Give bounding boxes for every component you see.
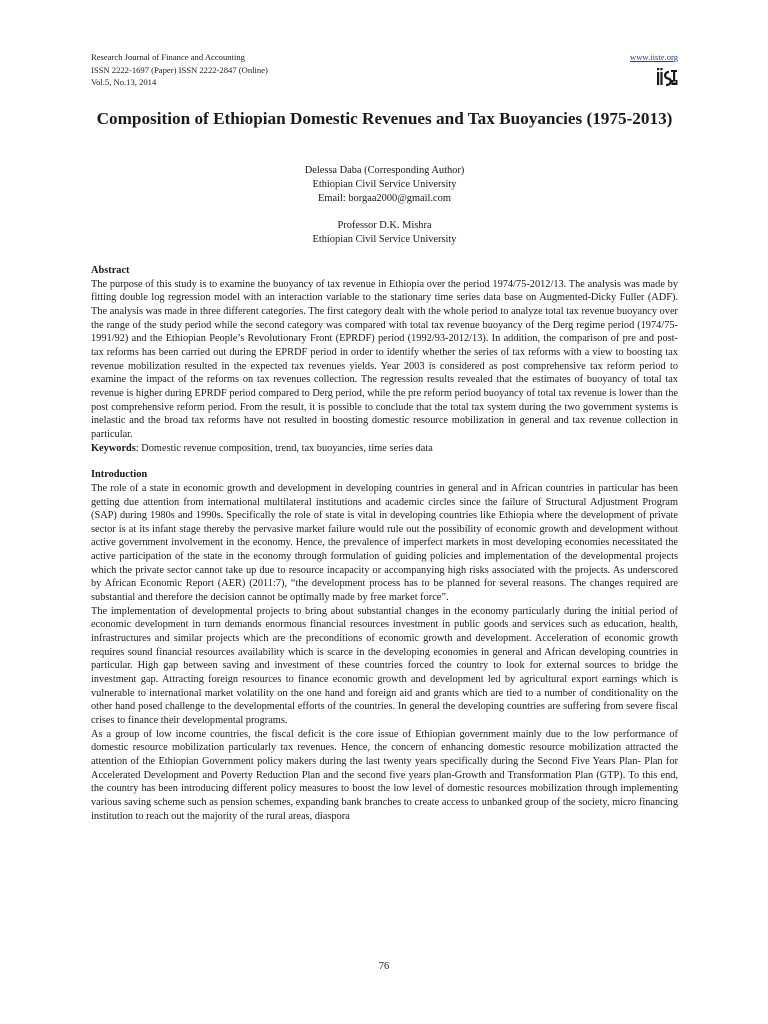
author-name: Delessa Daba (Corresponding Author) xyxy=(304,165,465,176)
author-affiliation: Ethiopian Civil Service University xyxy=(312,178,457,190)
introduction-paragraph: As a group of low income countries, the fiscal deficit is the core issue of Ethiopian government mainly due to the low performance of domestic resource mobilization particularly tax revenues. Hence, the concern of enhancing domestic resource mobilization attracted the attention of the Ethiopian Government policy makers during the last twenty years specifically during the Second Five Years Plan- Plan for Accelerated Development and Poverty Reduction Plan and the second five years plan-Growth and Transformation Plan (GTP). To this end, the country has been introducing different policy measures to boost the low level of domestic resources mobilization through implementing various saving scheme such as pension schemes, expanding bank branches to create access to unbanked group of the society, micro financing institution to reach out the majority of the rural areas, diaspora xyxy=(91,728,678,822)
author-name: Professor D.K. Mishra xyxy=(337,220,432,232)
keywords-line xyxy=(91,442,678,456)
author-block xyxy=(91,164,678,247)
introduction-paragraph: The implementation of developmental projects to bring about substantial changes in the economy particularly during the initial period of economic development in turn demands enormous financial resources investment in public goods and services such as education, health, infrastructures and similar projects which are the preconditions of economic growth and development. Acceleration of economic growth requires sound financial resources availability which is scarce in the developing economies in general and African developing countries in particular. High gap between saving and investment of these countries forced the country to look for external sources to bridge the investment gap. Attracting foreign resources to finance economic growth and development led by agricultural export earnings which is vulnerable to international market volatility on the one hand and foreign aid and grants which are tied to a number of conditionality on the other hand posed challenge to the developmental efforts of the countries. In general the developing countries are suffering from severe fiscal crises to finance their developmental programs. xyxy=(91,605,678,726)
journal-url-link[interactable]: www.iiste.org xyxy=(630,52,678,62)
introduction-paragraph: The role of a state in economic growth and development in developing countries in general and in African countries in particular has been getting due attention from international multilateral institutions and academic circles since the failure of Structural Adjustment Program (SAP) during 1980s and 1990s. Specifically the role of state is vital in developing countries like Ethiopia where the development of private sector is at its infant stage thereby the pervasive market failure would rule out the possibility of economic growth and development without active government involvement in the economy. Hence, the prevalence of imperfect markets in most developing economies necessitated the active participation of the state in the economy through formulation of guiding policies and implementation of the developmental projects which the private sector cannot take up due to resource incapacity or accompanying high risks associated with the projects. As underscored by African Economic Report (AER) (2011:7), “the development process has to be planned for several reasons. The changes required are substantial and therefore the decision cannot be optimally made by free market force”. xyxy=(91,482,678,604)
paper-body xyxy=(91,264,678,823)
iiste-logo-icon xyxy=(656,67,678,87)
author-affiliation: Ethiopian Civil Service University xyxy=(312,234,457,246)
journal-header xyxy=(91,51,678,89)
page-number: 76 xyxy=(378,961,390,972)
keywords-text: : Domestic revenue composition, trend, tax buoyancies, time series data xyxy=(135,442,433,454)
abstract-heading: Abstract xyxy=(91,265,130,276)
paper-title: Composition of Ethiopian Domestic Revenues and Tax Buoyancies (1975-2013) xyxy=(96,109,673,128)
journal-volume: Vol.5, No.13, 2014 xyxy=(91,77,157,88)
keywords-label: Keywords xyxy=(91,442,136,454)
journal-issn: ISSN 2222-1697 (Paper) ISSN 2222-2847 (Online) xyxy=(91,64,268,75)
journal-name: Research Journal of Finance and Accounting xyxy=(91,52,245,62)
abstract-text: The purpose of this study is to examine the buoyancy of tax revenue in Ethiopia over the period 1974/75-2012/13. The analysis was made by fitting double log regression model with an interaction variable to the stationary time series data base on Augmented-Dicky Fuller (ADF). The analysis was made in three different categories. The first category dealt with the whole period to analyze total tax revenue buoyancy over the range of the study period while the second category was compared with total tax revenue buoyancy of the Derg regime period (1974/75-1991/92) and the Ethiopian People’s Revolutionary Front (EPRDF) period (1992/93-2012/13). In addition, the comparison of pre and post-tax reforms has been carried out during the EPRDF period in order to identify whether the series of tax reforms with a view to boosting tax revenue mobilization resulted in the expected tax revenues yields. Year 2003 is considered as post comprehensive tax reform period to examine the impact of the reforms on tax revenues collection. The regression results revealed that the estimates of buoyancy of total tax revenue is higher during EPRDF period compared to Derg period, while the pre reform period buoyancy of total tax revenue is lower than the post comprehensive reform period. From the result, it is possible to conclude that the total tax system during the two government systems is inelastic and the broad tax reforms have not resulted in boosting domestic resource mobilization in general and tax revenue collection in particular. xyxy=(91,278,678,440)
introduction-heading: Introduction xyxy=(91,469,148,481)
author-email: Email: borgaa2000@gmail.com xyxy=(318,192,451,204)
